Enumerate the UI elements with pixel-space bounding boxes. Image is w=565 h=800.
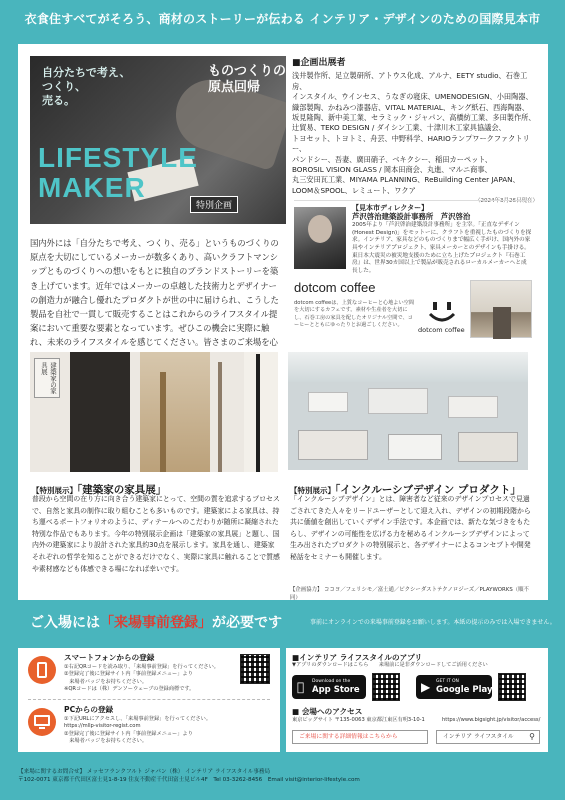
booth	[368, 388, 428, 414]
search-box-label: インテリア ライフスタイル	[443, 734, 514, 740]
exhibitors-heading: ■企画出展者	[292, 58, 346, 68]
booth	[388, 434, 442, 460]
google-play-button[interactable]	[416, 675, 492, 699]
exhibitor-line: 丸三安田瓦工業、MIYAMA PLANNING、ReBuilding Center JAPAN、	[292, 175, 520, 185]
furniture-title-main: 「建築家の家具展」	[77, 484, 167, 496]
director-label: 【見本市ディレクター】	[352, 204, 429, 212]
app-access-box	[286, 648, 548, 752]
director-section	[294, 200, 532, 272]
coat-rack	[256, 354, 260, 472]
exhibition-hall-photo	[288, 352, 528, 470]
hero-tagline	[42, 66, 131, 108]
exhibitor-line: インスタイル、ウインセス、うなぎの寝床、UMENODESIGN、小田陶器、	[292, 92, 533, 102]
booth	[308, 392, 348, 412]
director-text	[352, 205, 532, 275]
booth	[298, 430, 368, 460]
inclusive-title-main: 「インクルーシブデザイン プロダクト」	[335, 484, 521, 496]
hero-title-line2: MAKER	[38, 172, 146, 203]
director-name: 芦沢啓治建築設計事務所 芦沢啓治	[352, 211, 471, 221]
registration-title-highlight: 「来場事前登録」	[100, 615, 212, 631]
booth	[448, 396, 498, 418]
exhibitors-note: （2024年3月26日現在）	[475, 198, 538, 205]
smile-logo-label: dotcom coffee	[418, 326, 465, 334]
pc-steps	[64, 716, 270, 746]
coffee-description: dotcom coffeeは、上質なコーヒーと心地よい空間を大切にするカフェです。素材や生産者を大切にし、石巻工房の家具を配したオリジナル空間で、コーヒーとともにゆったりとお過ごしください。	[294, 300, 415, 329]
coffee-section	[294, 280, 532, 344]
monitor-icon	[28, 708, 56, 736]
furniture-body: 普段から空間の在り方に向き合う建築家にとって、空間の質を追求するプロセスで、自然と家具の制作に取り組むことも多いものです。建築家による家具は、持ち運べるポートフォリオのように、ディテールへのこだわりが随所に凝縮された特別な作品でもあります。今年の特別展示企画は「建築家の家具展」と題し、国内外の建築家により設計された家具約30点を展示します。家具を通し、建築家それぞれの哲学を知ることができるだけでなく、実際に家具に触れることで質感や素材感なども体感できる場になれば幸いです。	[32, 495, 280, 573]
exhibitor-line: 坂見隆陶、新中美工業、セラミック・ジャパン、高橋紡工業、多田製作所、	[292, 113, 536, 123]
chair-wood-photo	[140, 352, 210, 472]
app-store-top: Download on the	[312, 679, 351, 684]
registration-title-suffix: が必要です	[212, 615, 282, 631]
exhibitor-line: パンドシー、吾妻、廣田硝子、ベキクシー、稲田カーペット、	[292, 154, 493, 164]
google-play-icon: ▶	[421, 680, 431, 694]
hero-side-line: 原点回帰	[208, 80, 261, 95]
smile-logo-icon	[424, 298, 460, 326]
exhibitor-line: 浅井製作所、足立製研所、アトウス化成、アルナ、EETY studio、石巻工房、	[292, 71, 528, 91]
pc-heading: PCからの登録	[64, 705, 114, 714]
access-address: 東京ビッグサイト 〒135-0063 東京都江東区有明3-10-1	[292, 717, 425, 723]
exhibitor-line: トヨセット、トヨトミ、舟芸、中野科学、HARIOランプワークファクトリー、	[292, 133, 530, 154]
director-bio: 2005年より「芦沢啓治建築設計事務所」を主宰。「正直なデザイン(Honest Design)」をモットーに、クラフトを重視したものづくりを探求。インテリア、家具などのものづくりまで幅広く手がけ、国内外の家具やインテリアプロジェクト、家具メーカーとのデザインも手掛ける。東日本大震災の被災地支援のために立ち上げたプロジェクト『石巻工房』は、世界30カ国以上で製品が販売されるローカルメーカーへと成長した。	[352, 222, 532, 274]
registration-methods-box	[18, 648, 280, 752]
access-heading: ■ 会場へのアクセス	[292, 707, 363, 716]
booth	[458, 432, 518, 462]
qr-code[interactable]	[372, 673, 400, 701]
pc-step: ②登録完了後に登録サイト内「事前登録メニュー」より	[64, 730, 193, 737]
smartphone-icon	[28, 656, 56, 684]
hero-title-line1: LIFESTYLE	[38, 142, 198, 173]
exhibitors-list	[292, 58, 538, 207]
furniture-tag: 【特別展示】	[32, 486, 77, 495]
apple-icon	[297, 680, 309, 694]
hero-image	[30, 56, 286, 224]
intro-text: 国内外には「自分たちで考え、つくり、売る」というものづくりの原点を大切にしているメーカーが数多くあり、高いクラフトマンシップとものづくりへの想いをもとに独自のブランドストーリーを築き上げています。近年ではメーカーの卓越した技術力とデザイナーの創造力が融合し優れたプロダクトが世の中に届けられ、こうした製品を自社で一貫して販売することはこれからのライフスタイル提案において重要な要素となっています。ぜひこの機会に実際に触れ、未来のライフスタイルを感じてください。皆さまのご来場を心	[30, 238, 279, 348]
wall	[244, 352, 278, 472]
hero-side-line: ものつくりの	[208, 64, 286, 79]
smartphone-step: ※QRコードは（株）デンソーウェーブの登録商標です。	[64, 686, 195, 693]
hero-tagline-line: 売る。	[42, 94, 75, 107]
coffee-shop-photo	[470, 280, 532, 338]
app-heading: ■インテリア ライフスタイルのアプリ	[292, 653, 423, 662]
pc-step: ①下記URLにアクセスし、「来場事前登録」を行ってください。	[64, 716, 212, 722]
headline: 衣食住すべてがそろう、商材のストーリーが伝わる インテリア・デザインのための国際見本市	[24, 12, 541, 26]
inclusive-tag: 【特別展示】	[290, 486, 335, 495]
furniture-photo-label	[34, 358, 60, 398]
exhibitor-line: BOROSIL VISION GLASS / 岡本田商会、丸進、マルニ商事、	[292, 165, 492, 175]
smartphone-step: ①右記QRコードを読み取り、「来場事前登録」を行ってください。	[64, 664, 219, 670]
coffee-logo: dotcom coffee	[294, 280, 376, 295]
hero-badge: 特別企画	[190, 196, 238, 213]
smartphone-step: ②登録完了後に登録サイト内「事前登録メニュー」より	[64, 671, 193, 678]
exhibitor-line: LOOM＆SPOOL、レミュート、ワクア	[292, 185, 416, 195]
access-details-link[interactable]: ご来場に関する詳細情報はこちらから	[292, 730, 428, 744]
qr-code[interactable]	[498, 673, 526, 701]
stand-pole	[218, 362, 222, 472]
chair-photo	[70, 352, 130, 472]
hero-tagline-line: つくり、	[42, 80, 86, 93]
contact-line2: 〒102-0071 東京都千代田区富士見1-8-19 住友不動産千代田富士見ビル4F Tel 03-3262-8456 Email visit@interior-lifestyle.com	[18, 777, 360, 783]
smartphone-heading: スマートフォンからの登録	[64, 653, 155, 662]
exhibitor-line: 織部製陶、かねみつ漆器店、VITAL MATERIAL、キング紙石、西海陶器、	[292, 102, 529, 112]
registration-title	[0, 612, 290, 632]
director-photo	[294, 207, 346, 269]
contact-line1: 【来場に関するお問合せ】 メッセフランクフルト ジャパン（株） インテリア ライフスタイル事務局	[18, 769, 271, 775]
furniture-photo	[30, 352, 278, 472]
furniture-photo-label-line: 家具展	[40, 362, 57, 395]
smartphone-step: 来場者バッジをお持ちください。	[64, 678, 148, 685]
contact-info	[18, 768, 360, 784]
smartphone-steps	[64, 664, 230, 694]
chair-leg	[160, 372, 166, 472]
pc-url[interactable]: https://mllp-visitor-regist.com	[64, 723, 141, 730]
inclusive-sponsor: 【企画協力】 ココヨ／フェリシモ／富士通／ピクシーダストテクノロジーズ／PLAYWORKS（順不同）	[290, 587, 529, 601]
access-url[interactable]: https://www.bigsight.jp/visitor/access/	[442, 717, 541, 723]
app-sub: ▼アプリのダウンロードはこちら 来場前に是非ダウンロードしてご活用ください	[292, 662, 488, 668]
hero-side-text	[208, 64, 286, 96]
search-box[interactable]	[436, 730, 540, 744]
registration-note: 事前にオンラインでの来場事前登録をお願いします。本紙の提示のみでは入場できません。	[310, 619, 556, 626]
search-icon: ⚲	[529, 732, 535, 741]
hero-tagline-line: 自分たちで考え、	[42, 66, 131, 79]
app-store-button[interactable]	[292, 675, 366, 699]
google-play-main: Google Play	[436, 685, 493, 695]
registration-title-prefix: ご入場には	[30, 615, 100, 631]
pc-step: 来場者バッジをお持ちください。	[64, 738, 148, 745]
app-store-main: App Store	[312, 685, 360, 695]
furniture-photo-label-line: 建築家の	[49, 362, 57, 388]
qr-code[interactable]	[240, 654, 270, 684]
google-play-top: GET IT ON	[436, 679, 459, 684]
inclusive-body: 「インクルーシブデザイン」とは、障害者など従来のデザインプロセスで見過ごされてきた人々をリードユーザーとして迎え入れ、デザインの初期段階から共に価値を創出していくデザイン手法です。本企画では、新たな気づきをもたらし、デザインの可能性を広げる力を秘めるインクルーシブデザインによって生み出されたプロダクトの特別展示と、各デザイナーによるコンセプトや開発秘話をセミナーも開催します。	[290, 495, 531, 561]
exhibitor-line: 辻貿易、TEKO DESIGN / ダイシン工業、十津川木工家具協議会、	[292, 123, 506, 133]
